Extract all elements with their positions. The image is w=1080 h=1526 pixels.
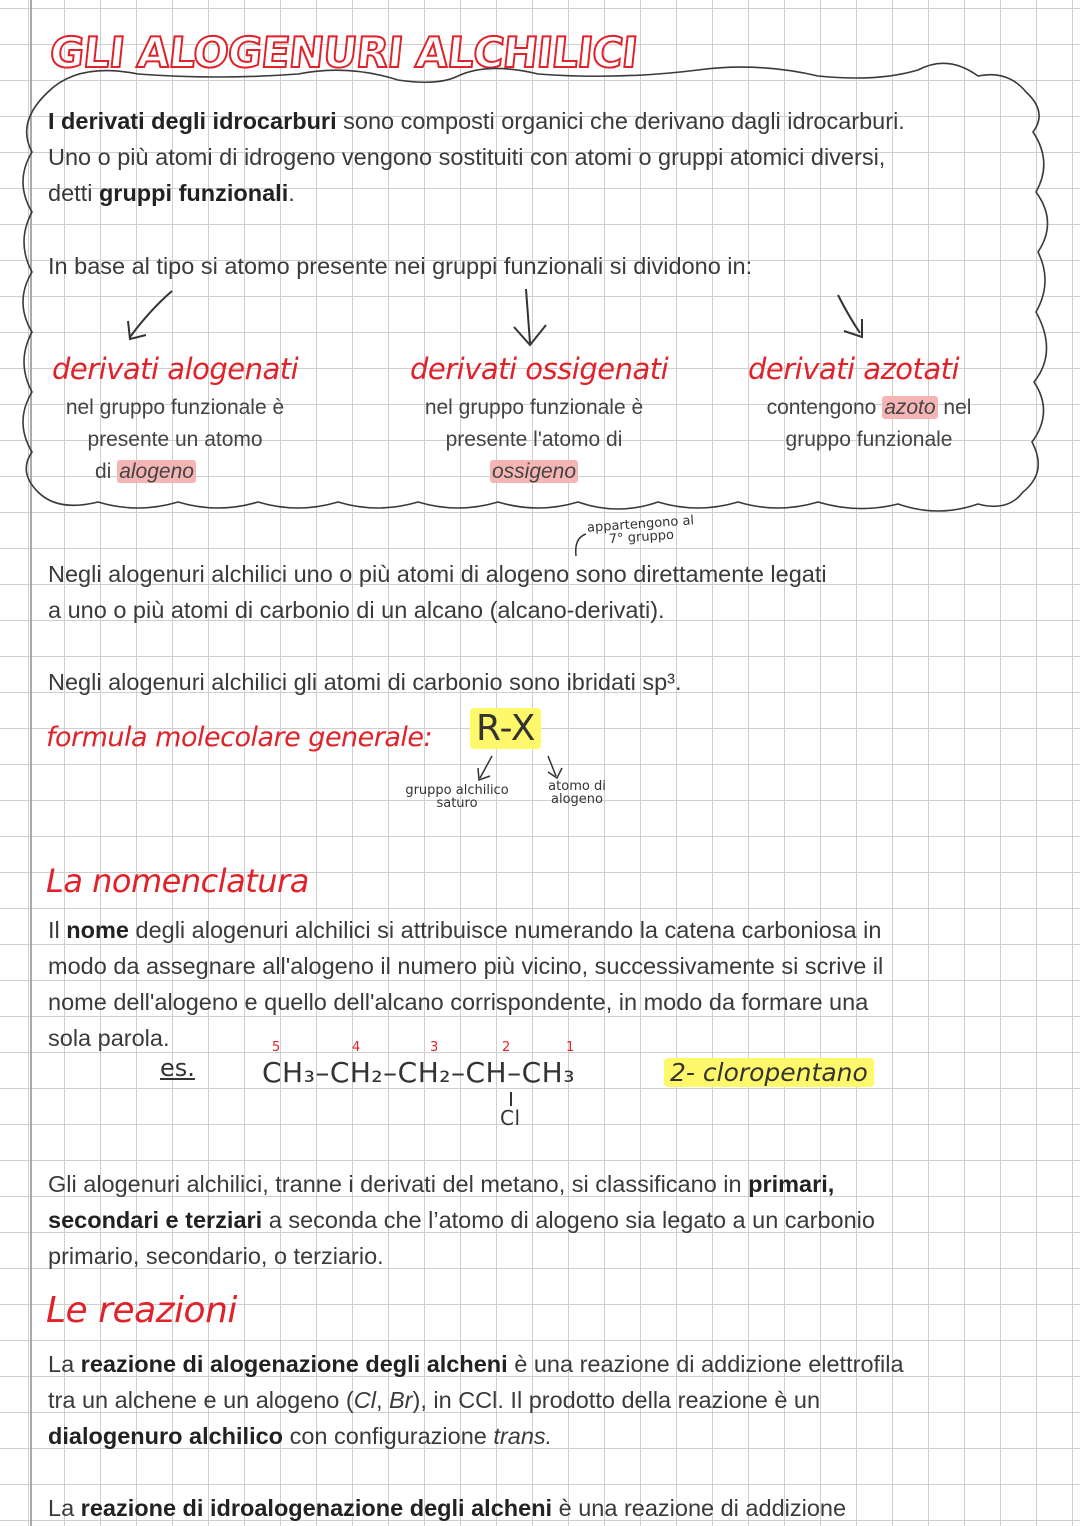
nomenclature-line-4: sola parola.: [48, 1025, 170, 1051]
formula-value: R-X: [470, 708, 541, 749]
category-desc-azotati: contengono azoto nel gruppo funzionale: [766, 396, 972, 451]
nomenclature-line-2: modo da assegnare all'alogeno il numero più vicino, successivamente si scrive il: [48, 953, 884, 979]
nomenclature-line-3: nome dell'alogeno e quello dell'alcano corrispondente, in modo da formare una: [48, 989, 869, 1015]
formula-right-note: atomo di alogeno: [548, 779, 606, 807]
classification-line-2: secondari e terziari a seconda che l’atomo di alogeno sia legato a un carbonio: [48, 1207, 875, 1233]
category-desc-alogenati: nel gruppo funzionale è presente un atomo di alogeno: [65, 396, 285, 483]
formula-label: formula molecolare generale:: [46, 722, 433, 753]
example-substituent: Cl: [500, 1106, 521, 1130]
category-title-azotati: derivati azotati: [748, 352, 960, 386]
category-title-ossigenati: derivati ossigenati: [410, 352, 669, 386]
reactions-heading: Le reazioni: [46, 1290, 237, 1331]
carbon-number-4: 4: [352, 1040, 361, 1055]
classification-line-1: Gli alogenuri alchilici, tranne i derivati del metano, si classificano in primari,: [48, 1171, 835, 1197]
example-name: 2- cloropentano: [664, 1058, 874, 1087]
example-formula: CH₃–CH₂–CH₂–CH–CH₃: [262, 1056, 575, 1089]
category-desc-ossigenati: nel gruppo funzionale è presente l'atomo di ossigeno: [424, 396, 644, 483]
intro-line-1: I derivati degli idrocarburi sono composti organici che derivano dagli idrocarburi.: [48, 108, 905, 134]
classification-line-3: primario, secondario, o terziario.: [48, 1243, 384, 1269]
para-1-line-2: a uno o più atomi di carbonio di un alcano (alcano-derivati).: [48, 597, 665, 623]
page-title: GLI ALOGENURI ALCHILICI: [47, 28, 640, 77]
para-2: Negli alogenuri alchilici gli atomi di carbonio sono ibridati sp³.: [48, 669, 682, 695]
reactions-p2-line-1: La reazione di idroalogenazione degli alcheni è una reazione di addizione: [48, 1495, 847, 1521]
intro-line-4: In base al tipo si atomo presente nei gruppi funzionali si dividono in:: [48, 253, 753, 279]
group-annotation: appartengono al 7° gruppo: [586, 513, 695, 548]
carbon-number-5: 5: [272, 1040, 281, 1055]
formula-left-note: gruppo alchilico saturo: [405, 783, 509, 811]
category-arrows-icon: [0, 285, 1080, 355]
carbon-number-2: 2: [502, 1040, 511, 1055]
reactions-p1-line-1: La reazione di alogenazione degli alcheni è una reazione di addizione elettrofila: [48, 1351, 904, 1377]
carbon-number-1: 1: [566, 1040, 575, 1055]
intro-line-3: detti gruppi funzionali.: [48, 180, 295, 206]
para-1-line-1: Negli alogenuri alchilici uno o più atomi di alogeno sono direttamente legati: [48, 561, 827, 587]
category-title-alogenati: derivati alogenati: [52, 352, 299, 386]
example-label: es.: [160, 1054, 195, 1082]
intro-line-2: Uno o più atomi di idrogeno vengono sostituiti con atomi o gruppi atomici diversi,: [48, 144, 886, 170]
reactions-p1-line-2: tra un alchene e un alogeno (Cl, Br), in CCl. Il prodotto della reazione è un: [48, 1387, 821, 1413]
nomenclature-heading: La nomenclatura: [46, 862, 309, 900]
bond-line: [510, 1092, 512, 1106]
nomenclature-line-1: Il nome degli alogenuri alchilici si attribuisce numerando la catena carboniosa in: [48, 917, 882, 943]
carbon-number-3: 3: [430, 1040, 439, 1055]
reactions-p1-line-3: dialogenuro alchilico con configurazione trans.: [48, 1423, 553, 1449]
